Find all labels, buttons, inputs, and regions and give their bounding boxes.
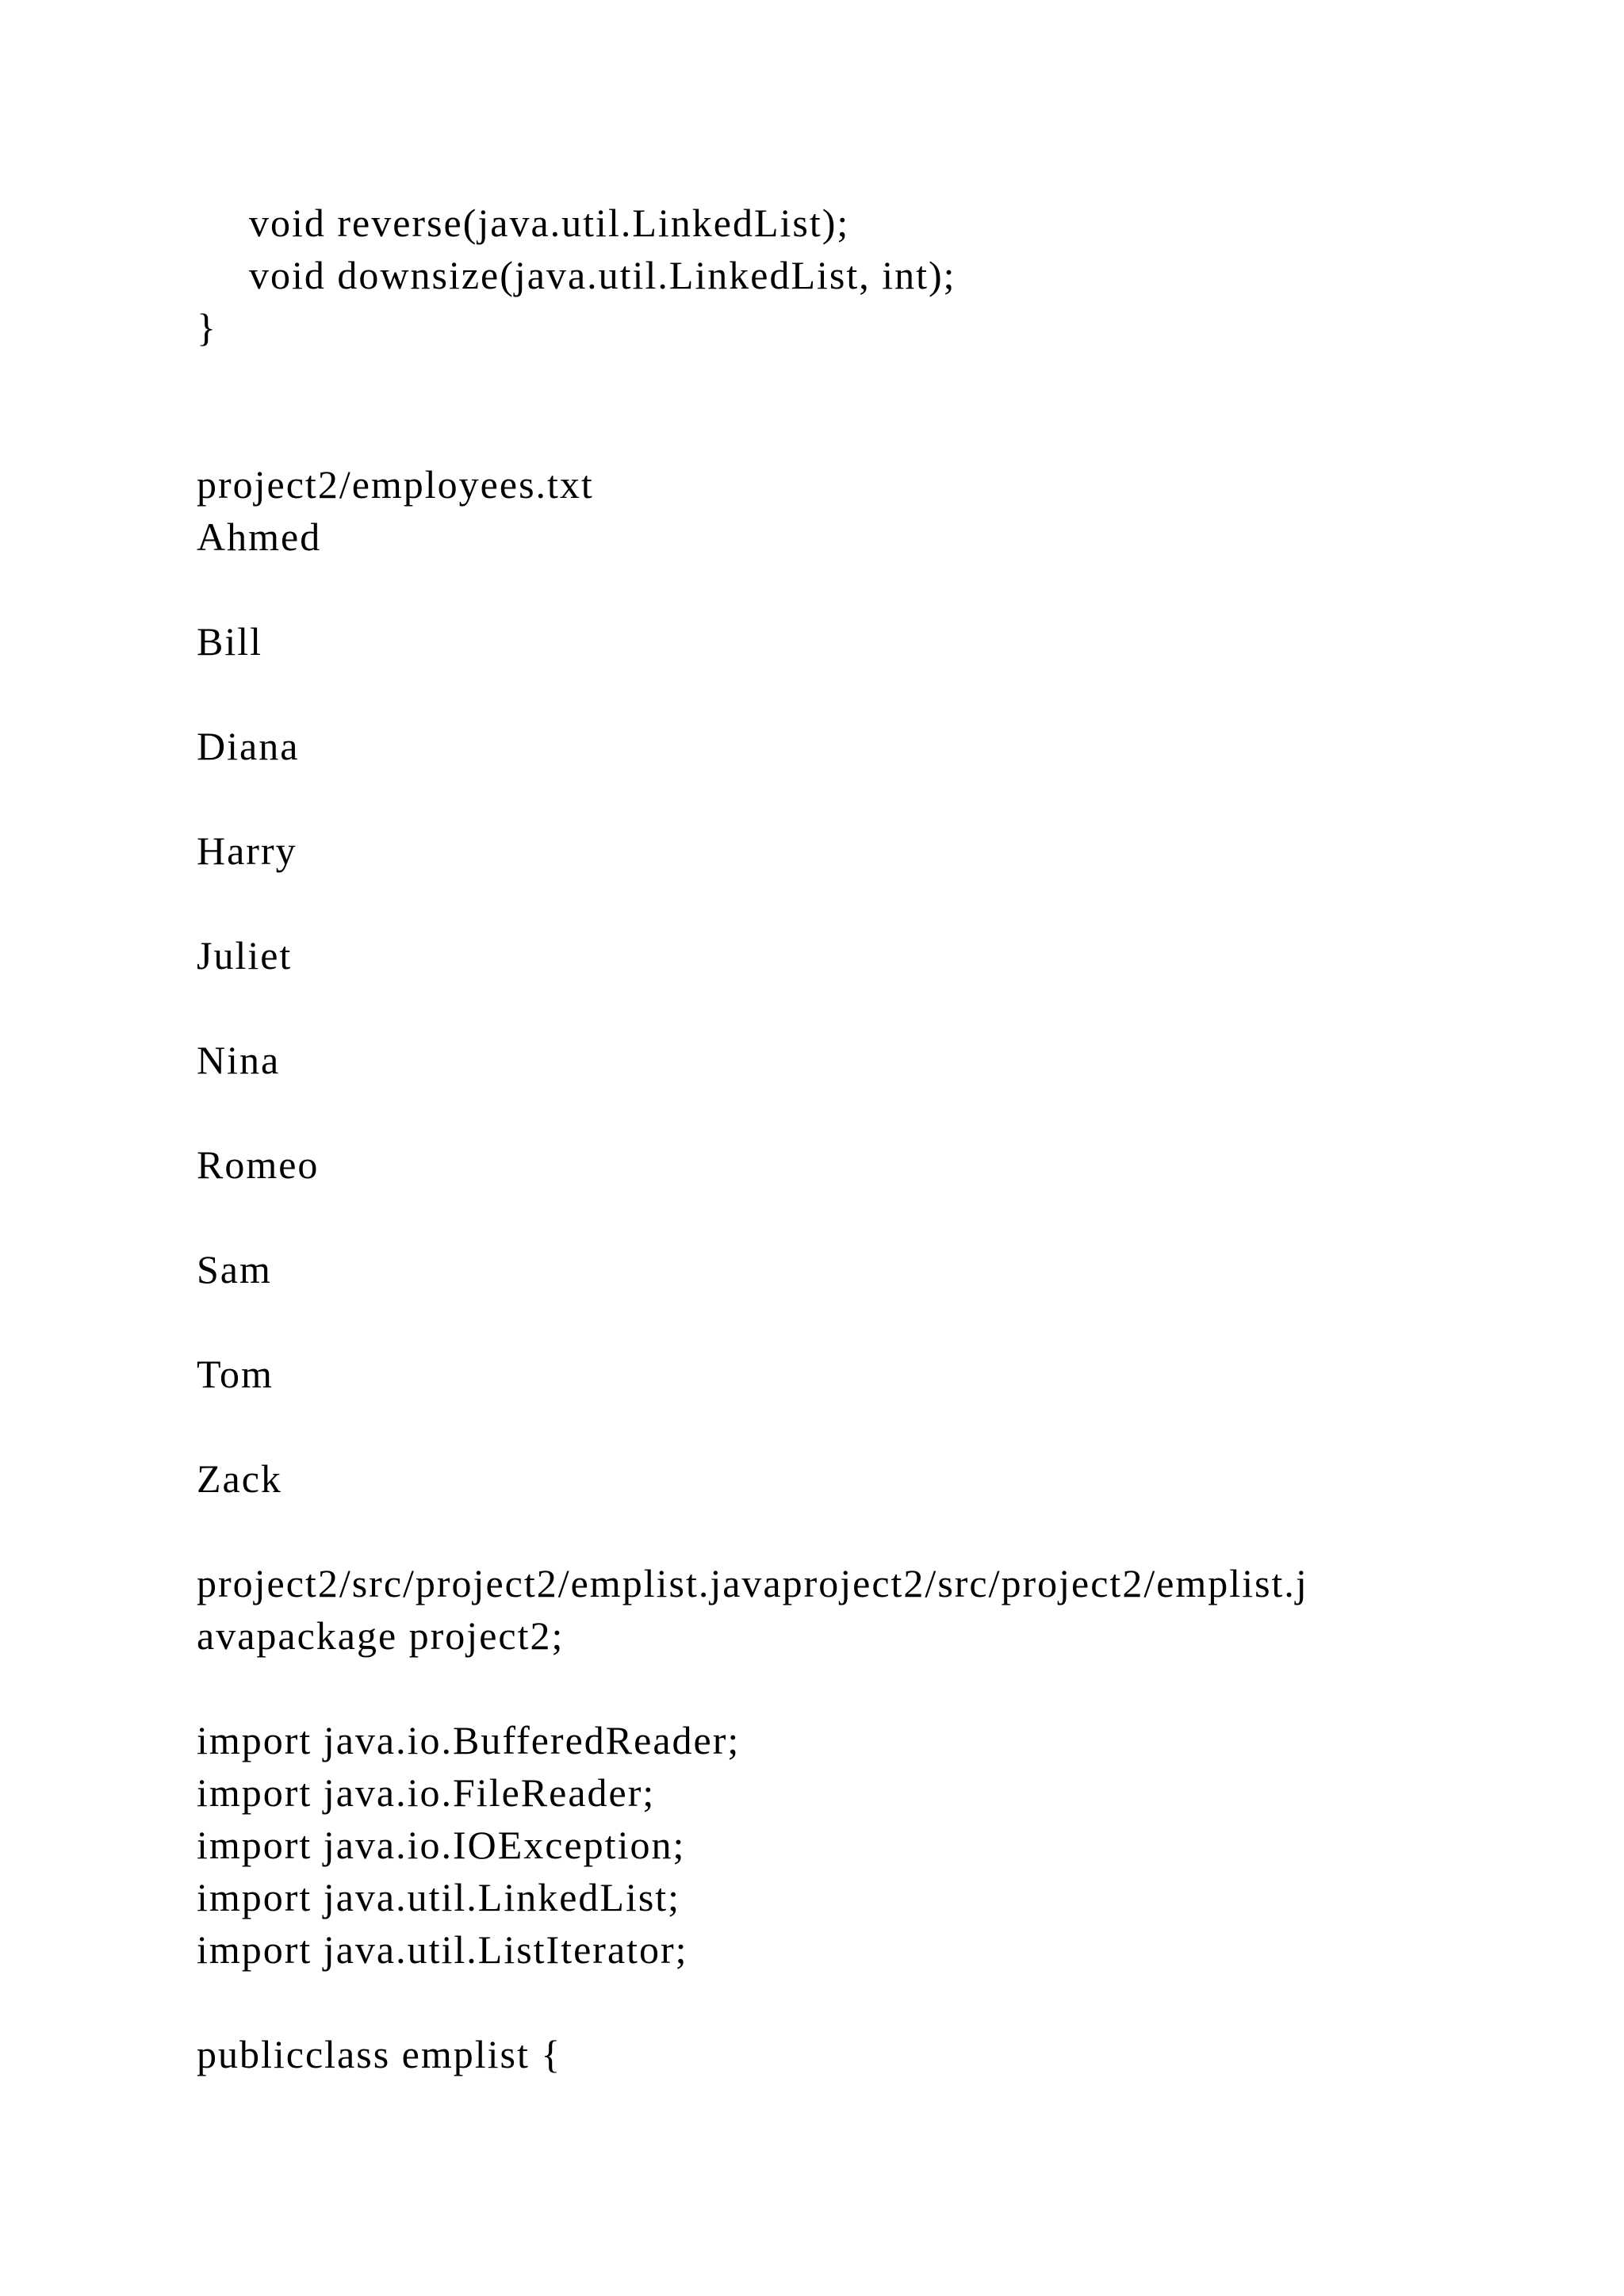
- employee-name: Diana: [197, 724, 300, 768]
- import-statement: import java.util.ListIterator;: [197, 1927, 688, 1972]
- employee-name: Zack: [197, 1456, 282, 1501]
- employee-name: Tom: [197, 1352, 274, 1396]
- employee-name: Nina: [197, 1038, 281, 1082]
- employee-name: Juliet: [197, 933, 293, 978]
- emplist-file-path: project2/src/project2/emplist.javaproject2/src/project2/emplist.j: [197, 1561, 1308, 1605]
- employees-file-path: project2/employees.txt: [197, 462, 594, 507]
- reverse-method-line: void reverse(java.util.LinkedList);: [249, 201, 850, 245]
- employee-name: Ahmed: [197, 515, 322, 559]
- employee-name: Romeo: [197, 1142, 320, 1187]
- import-statement: import java.io.FileReader;: [197, 1770, 656, 1815]
- employee-name: Bill: [197, 619, 263, 664]
- package-declaration: avapackage project2;: [197, 1613, 565, 1658]
- import-statement: import java.io.BufferedReader;: [197, 1718, 741, 1762]
- downsize-method-line: void downsize(java.util.LinkedList, int);: [249, 253, 956, 297]
- import-statement: import java.util.LinkedList;: [197, 1875, 681, 1919]
- class-declaration: publicclass emplist {: [197, 2032, 562, 2076]
- interface-closing-brace: }: [197, 305, 217, 350]
- import-statement: import java.io.IOException;: [197, 1823, 686, 1867]
- employee-name: Sam: [197, 1247, 272, 1292]
- employee-name: Harry: [197, 828, 297, 873]
